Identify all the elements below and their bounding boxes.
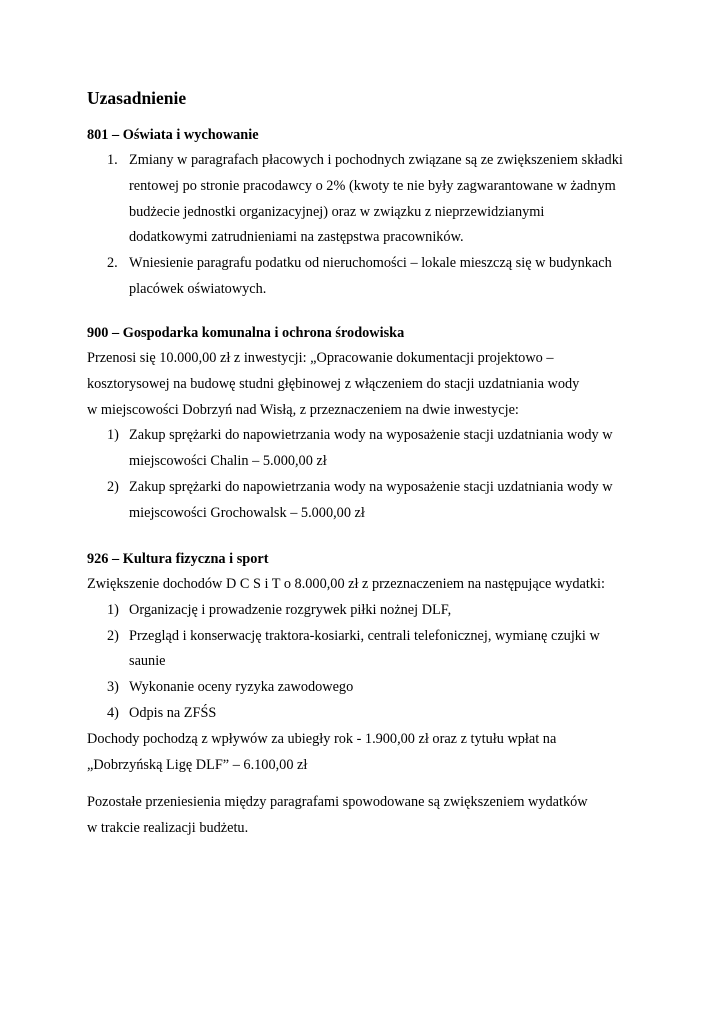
list-item: [87, 423, 647, 475]
text-line: Pozostałe przeniesienia między paragrafami spowodowane są zwiększeniem wydatków: [87, 794, 588, 810]
text-line: w miejscowości Dobrzyń nad Wisłą, z przeznaczeniem na dwie inwestycje:: [87, 401, 519, 418]
section-heading: 801 – Oświata i wychowanie: [87, 127, 259, 143]
text-line: Wniesienie paragrafu podatku od nieruchomości – lokale mieszczą się w budynkach: [129, 255, 612, 272]
text-line: saunie: [129, 653, 166, 670]
text-line: kosztorysowej na budowę studni głębinowej z włączeniem do stacji uzdatniania wody: [87, 375, 580, 392]
text-line: Zwiększenie dochodów D C S i T o 8.000,00 zł z przeznaczeniem na następujące wydatki:: [87, 576, 605, 592]
text-line: Organizację i prowadzenie rozgrywek piłki nożnej DLF,: [129, 601, 452, 618]
text-line: Przenosi się 10.000,00 zł z inwestycji: „Opracowanie dokumentacji projektowo –: [87, 350, 554, 366]
section-926: [87, 546, 647, 778]
text-line: Zmiany w paragrafach płacowych i pochodnych związane są ze zwiększeniem składki: [129, 152, 623, 168]
section-heading: 900 – Gospodarka komunalna i ochrona środowiska: [87, 325, 405, 341]
list-item: [87, 251, 647, 303]
list-number: 2): [107, 478, 119, 495]
text-line: Zakup sprężarki do napowietrzania wody na wyposażenie stacji uzdatniania wody w: [129, 478, 613, 495]
list-number: 1.: [107, 152, 118, 168]
list-number: 4): [107, 704, 119, 721]
list-item: [87, 148, 647, 251]
list-item: [87, 475, 647, 527]
text-line: miejscowości Grochowalsk – 5.000,00 zł: [129, 504, 365, 521]
section-intro: [87, 346, 647, 423]
text-line: placówek oświatowych.: [129, 280, 267, 297]
list-number: 2.: [107, 255, 118, 272]
list-item: [87, 701, 647, 727]
section-900: [87, 320, 647, 527]
text-line: budżecie jednostki organizacyjnej) oraz w związku z nieprzewidzianymi: [129, 203, 545, 220]
numbered-list: [87, 148, 647, 303]
text-line: Przegląd i konserwację traktora-kosiarki, centrali telefonicznej, wymianę czujki w: [129, 627, 600, 644]
numbered-list: [87, 598, 647, 727]
text-line: Zakup sprężarki do napowietrzania wody na wyposażenie stacji uzdatniania wody w: [129, 427, 613, 444]
list-item: [87, 598, 647, 624]
text-line: rentowej po stronie pracodawcy o 2% (kwoty te nie były zagwarantowane w żadnym: [129, 177, 616, 194]
list-item: [87, 675, 647, 701]
list-number: 1): [107, 601, 119, 618]
document-title: Uzasadnienie: [87, 88, 187, 108]
text-line: miejscowości Chalin – 5.000,00 zł: [129, 453, 327, 470]
text-line: Dochody pochodzą z wpływów za ubiegły rok - 1.900,00 zł oraz z tytułu wpłat na: [87, 730, 557, 747]
closing-paragraph: [87, 790, 647, 842]
section-intro: [87, 572, 647, 598]
text-line: Wykonanie oceny ryzyka zawodowego: [129, 679, 354, 696]
list-item: [87, 624, 647, 676]
text-line: w trakcie realizacji budżetu.: [87, 819, 249, 836]
list-number: 3): [107, 679, 119, 696]
section-outro: [87, 727, 647, 779]
section-heading: 926 – Kultura fizyczna i sport: [87, 551, 269, 567]
list-number: 1): [107, 427, 119, 444]
list-number: 2): [107, 627, 119, 644]
text-line: „Dobrzyńską Ligę DLF” – 6.100,00 zł: [87, 756, 308, 773]
text-line: Odpis na ZFŚS: [129, 704, 217, 721]
section-801: [87, 122, 647, 303]
numbered-list: [87, 423, 647, 526]
text-line: dodatkowymi zatrudnieniami na zastępstwa pracowników.: [129, 229, 464, 246]
